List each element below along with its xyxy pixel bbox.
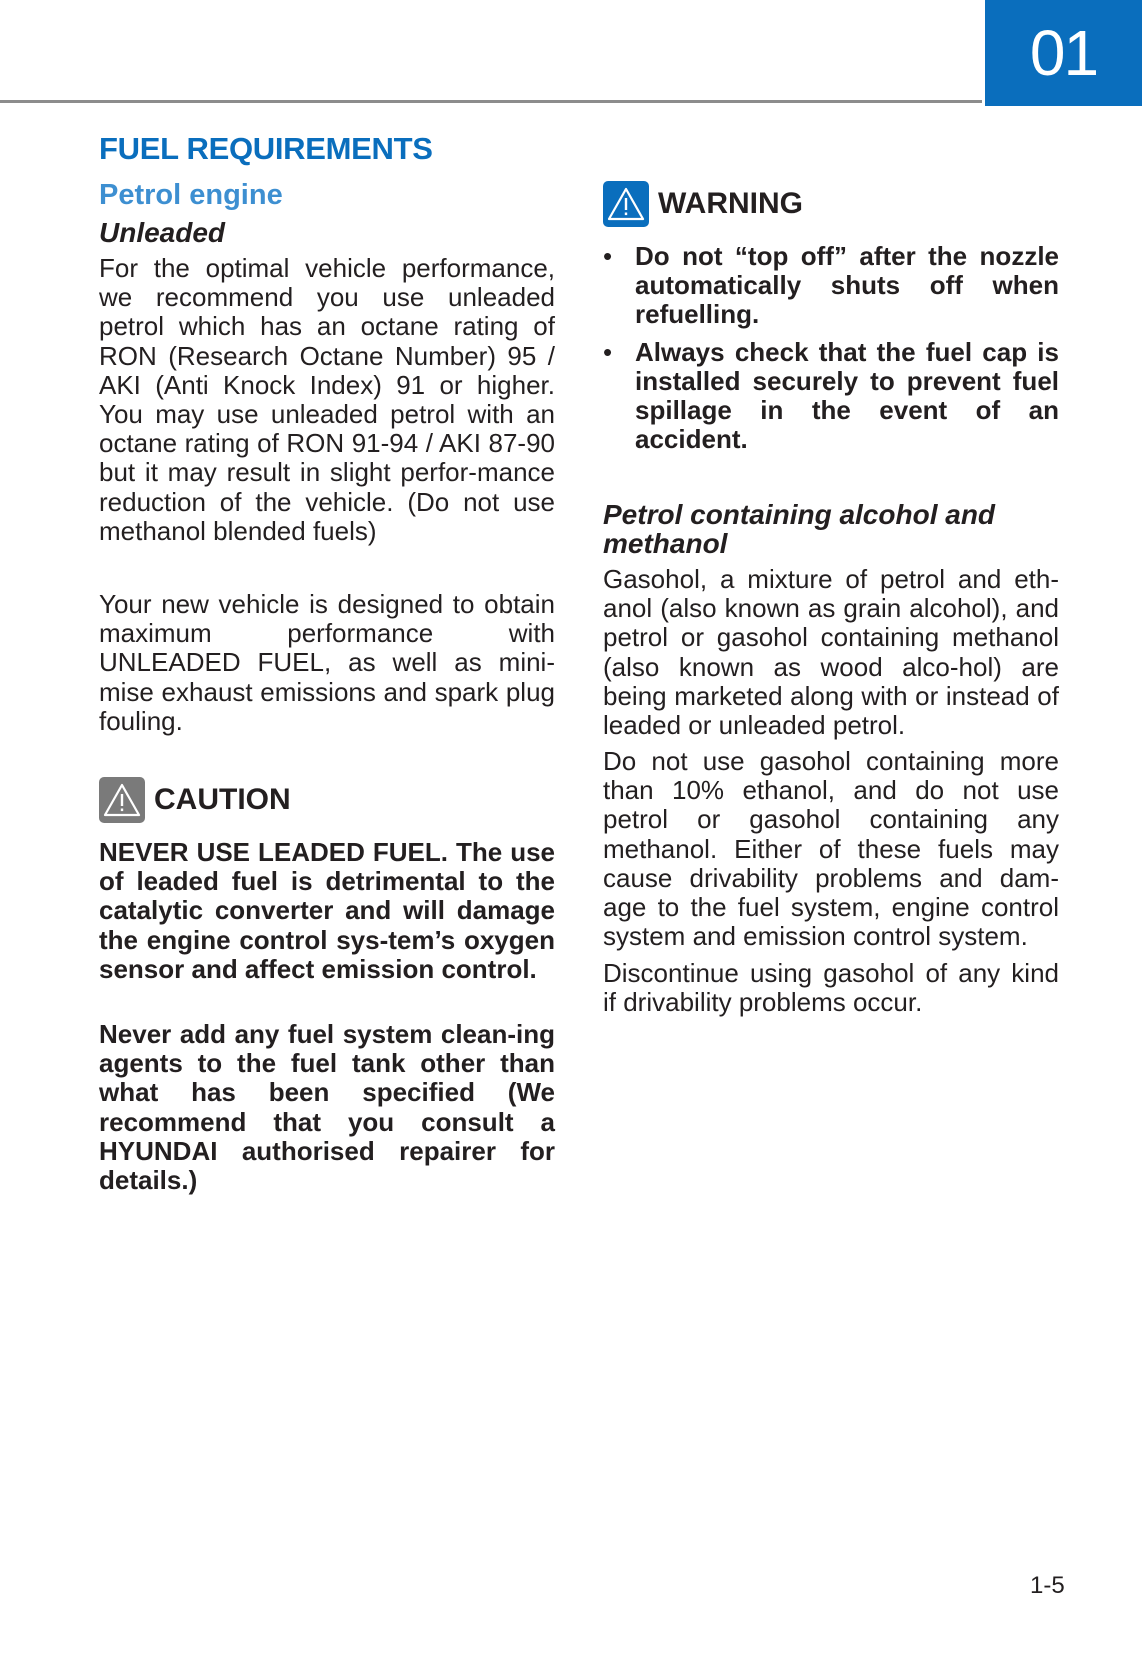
warning-header <box>603 181 803 227</box>
warning-list <box>603 242 1059 462</box>
subsection-title: Petrol engine <box>99 179 283 211</box>
caution-label: CAUTION <box>154 783 291 816</box>
unleaded-paragraph: For the optimal vehicle performance, we recommend you use unleaded petrol which has an octane rating of RON (Research Octane Number) 95 / AKI (Anti Knock Index) 91 or higher. You may use unleaded petrol with an octane rating of RON 91-94 / AKI 87-90 but it may result in slight perfor-mance reduction of the vehicle. (Do not use methanol blended fuels) <box>99 253 555 546</box>
caution-paragraph-2: Never add any fuel system clean-ing agents to the fuel tank other than what has been specified (We recommend that you consult a HYUNDAI authorised repairer for details.) <box>99 1019 555 1196</box>
warning-triangle-icon <box>99 777 145 823</box>
header-rule <box>0 100 982 103</box>
warning-item: • Always check that the fuel cap is installed securely to prevent fuel spillage in the event of an accident. <box>603 336 1059 455</box>
warning-item: • Do not “top off” after the nozzle automatically shuts off when refuelling. <box>603 241 1059 330</box>
gasohol-paragraph: Gasohol, a mixture of petrol and eth-anol (also known as grain alcohol), and petrol or gasohol containing methanol (also known as wood alco-hol) are being marketed along with or instead of leaded or unleaded petrol. <box>603 564 1059 741</box>
section-title: FUEL REQUIREMENTS <box>99 131 433 166</box>
ethanol-paragraph: Do not use gasohol containing more than 10% ethanol, and do not use petrol or gasohol containing any methanol. Either of these fuels may cause drivability problems and dam-age to the fuel system, engine control system and emission control system. <box>603 746 1059 952</box>
warning-triangle-icon <box>603 181 649 227</box>
chapter-tab: 01 <box>985 0 1142 106</box>
page-number: 1-5 <box>1030 1572 1065 1599</box>
caution-header <box>99 777 291 823</box>
discontinue-paragraph: Discontinue using gasohol of any kind if drivability problems occur. <box>603 958 1059 1018</box>
caution-paragraph-1: NEVER USE LEADED FUEL. The use of leaded fuel is detrimental to the catalytic converter and will damage the engine control sys-tem’s oxygen sensor and affect emission control. <box>99 837 555 984</box>
design-paragraph: Your new vehicle is designed to obtain maximum performance with UNLEADED FUEL, as well as mini-mise exhaust emissions and spark plug fouling. <box>99 589 555 736</box>
unleaded-heading: Unleaded <box>99 217 226 248</box>
warning-label: WARNING <box>658 187 803 220</box>
alcohol-heading: Petrol containing alcohol and methanol <box>603 499 996 559</box>
